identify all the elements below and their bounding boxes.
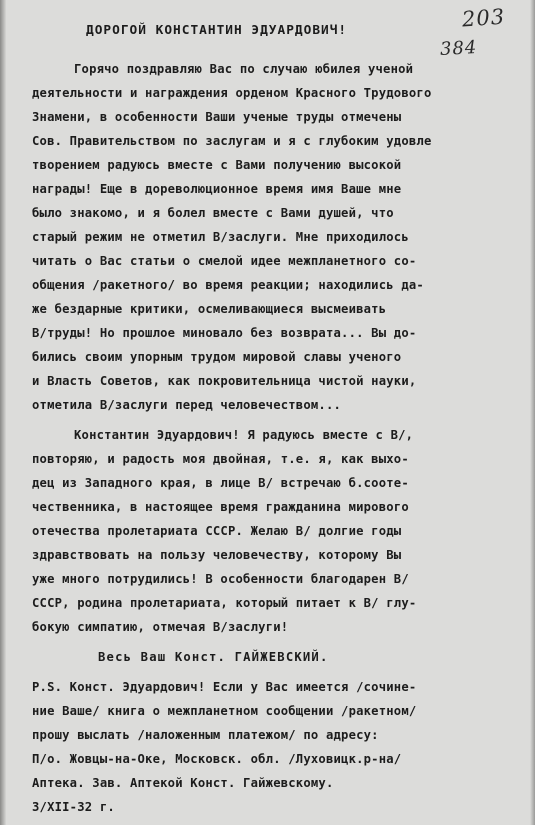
body-line: бокую симпатию, отмечая В/заслуги!	[32, 620, 289, 634]
body-line: и Власть Советов, как покровительница чистой науки,	[32, 374, 417, 388]
body-line: здравствовать на пользу человечеству, которому Вы	[32, 548, 402, 562]
body-line: Константин Эдуардович! Я радуюсь вместе с В/,	[74, 428, 414, 442]
postscript-line: ние Ваше/ книга о межпланетном сообщении /ракетном/	[32, 704, 417, 718]
postscript-line: П/о. Жовцы-на-Оке, Московск. обл. /Луховицк.р-на/	[32, 752, 402, 766]
postscript-line: прошу выслать /наложенным платежом/ по адресу:	[32, 728, 379, 742]
postscript-line: P.S. Конст. Эдуардович! Если у Вас имеется /сочине-	[32, 680, 417, 694]
body-line: бились своим упорным трудом мировой славы ученого	[32, 350, 402, 364]
body-line: чественника, в настоящее время гражданина мирового	[32, 500, 409, 514]
body-line: дец из Западного края, в лице В/ встречаю б.сооте-	[32, 476, 409, 490]
body-line: читать о Вас статьи о смелой идее межпланетного со-	[32, 254, 417, 268]
body-line: отметила В/заслуги перед человечеством...	[32, 398, 342, 412]
body-line: уже много потрудились! В особенности благодарен В/	[32, 572, 409, 586]
body-line: старый режим не отметил В/заслуги. Мне приходилось	[32, 230, 409, 244]
postscript-date: 3/XII-32 г.	[32, 800, 115, 814]
body-line: награды! Еще в дореволюционное время имя Ваше мне	[32, 182, 402, 196]
signature: Весь Ваш Конст. ГАЙЖЕВСКИЙ.	[98, 650, 329, 664]
body-line: было знакомо, и я болел вместе с Вами душей, что	[32, 206, 394, 220]
scan-edge-left	[0, 0, 6, 825]
body-line: отечества пролетариата СССР. Желаю В/ долгие годы	[32, 524, 402, 538]
body-line: Знамени, в особенности Ваши ученые труды отмечены	[32, 110, 402, 124]
postscript-line: Аптека. Зав. Аптекой Конст. Гайжевскому.	[32, 776, 334, 790]
body-line: повторяю, и радость моя двойная, т.е. я, как выхо-	[32, 452, 409, 466]
letter-heading: ДОРОГОЙ КОНСТАНТИН ЭДУАРДОВИЧ!	[86, 23, 348, 38]
archive-number-top: 203	[461, 4, 506, 32]
archive-number-second: 384	[439, 37, 478, 60]
scan-edge-right	[530, 0, 535, 825]
body-line: творением радуюсь вместе с Вами получению высокой	[32, 158, 402, 172]
body-line: же бездарные критики, осмеливающиеся высмеивать	[32, 302, 387, 316]
body-line: Горячо поздравляю Вас по случаю юбилея ученой	[74, 62, 414, 76]
body-line: СССР, родина пролетариата, который питает к В/ глу-	[32, 596, 417, 610]
body-line: Сов. Правительством по заслугам и я с глубоким удовле	[32, 134, 432, 148]
body-line: деятельности и награждения орденом Красного Трудового	[32, 86, 432, 100]
body-line: В/труды! Но прошлое миновало без возврата... Вы до-	[32, 326, 417, 340]
body-line: общения /ракетного/ во время реакции; находились да-	[32, 278, 424, 292]
